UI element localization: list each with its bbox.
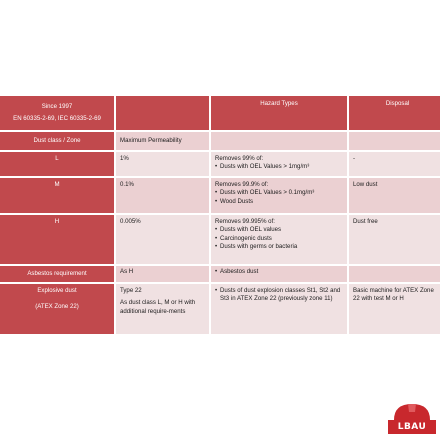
logo-text: LBAU [388, 420, 436, 434]
row-label-dust-class: Dust class / Zone [0, 132, 114, 150]
header-hazard-types: Hazard Types [211, 96, 347, 130]
row-h-hazards-intro: Removes 99.995% of: [215, 218, 275, 225]
list-item: • Dusts with OEL values [215, 226, 343, 234]
row-label-l: L [0, 152, 114, 176]
row-asbestos-hazards [211, 266, 347, 282]
row-l-hazards [211, 152, 347, 176]
header-standard-cell [0, 96, 114, 130]
row-explosive-permeability [116, 284, 209, 334]
list-item: • Asbestos dust [215, 268, 343, 276]
dust-class-table [0, 96, 440, 334]
header-standard: EN 60335-2-69, IEC 60335-2-69 [13, 115, 101, 122]
row-asbestos-permeability: As H [116, 266, 209, 282]
row-explosive-type-desc: As dust class L, M or H with additional require-ments [120, 299, 196, 315]
row-dust-class-col4 [349, 132, 440, 150]
row-dust-class-col3 [211, 132, 347, 150]
row-label-asbestos: Asbestos requirement [0, 266, 114, 282]
row-label-m: M [0, 178, 114, 213]
row-asbestos-disposal [349, 266, 440, 282]
list-item: • Dusts of dust explosion classes St1, St2 and St3 in ATEX Zone 22 (previously zone 11) [215, 287, 343, 304]
list-item: • Carcinogenic dusts [215, 235, 343, 243]
header-since: Since 1997 [41, 102, 73, 110]
row-explosive-label: Explosive dust [37, 287, 77, 294]
row-m-hazards-list [215, 189, 343, 206]
row-m-hazards-intro: Removes 99.9% of: [215, 181, 269, 188]
row-explosive-hazards [211, 284, 347, 334]
list-item: • Dusts with germs or bacteria [215, 243, 343, 251]
row-dust-class-col2: Maximum Permeability [116, 132, 209, 150]
row-l-hazards-list [215, 163, 343, 171]
logo-helmet-icon [388, 400, 436, 422]
row-label-h: H [0, 215, 114, 264]
lbau-logo [388, 400, 436, 434]
row-l-permeability: 1% [116, 152, 209, 176]
row-explosive-zone: (ATEX Zone 22) [35, 303, 79, 311]
row-l-hazards-intro: Removes 99% of: [215, 155, 264, 162]
row-m-hazards [211, 178, 347, 213]
row-h-hazards [211, 215, 347, 264]
row-l-disposal: - [349, 152, 440, 176]
row-label-explosive [0, 284, 114, 334]
row-explosive-type: Type 22 [120, 287, 142, 294]
row-asbestos-hazards-list [215, 268, 343, 276]
row-h-permeability: 0.005% [116, 215, 209, 264]
row-m-disposal: Low dust [349, 178, 440, 213]
row-explosive-hazards-list [215, 287, 343, 304]
header-empty-cell [116, 96, 209, 130]
row-h-hazards-list [215, 226, 343, 251]
row-h-disposal: Dust free [349, 215, 440, 264]
list-item: • Dusts with OEL Values > 1mg/m³ [215, 163, 343, 171]
header-disposal: Disposal [349, 96, 440, 130]
row-explosive-disposal: Basic machine for ATEX Zone 22 with test M or H [349, 284, 440, 334]
list-item: • Wood Dusts [215, 198, 343, 206]
list-item: • Dusts with OEL Values > 0.1mg/m³ [215, 189, 343, 197]
row-m-permeability: 0.1% [116, 178, 209, 213]
